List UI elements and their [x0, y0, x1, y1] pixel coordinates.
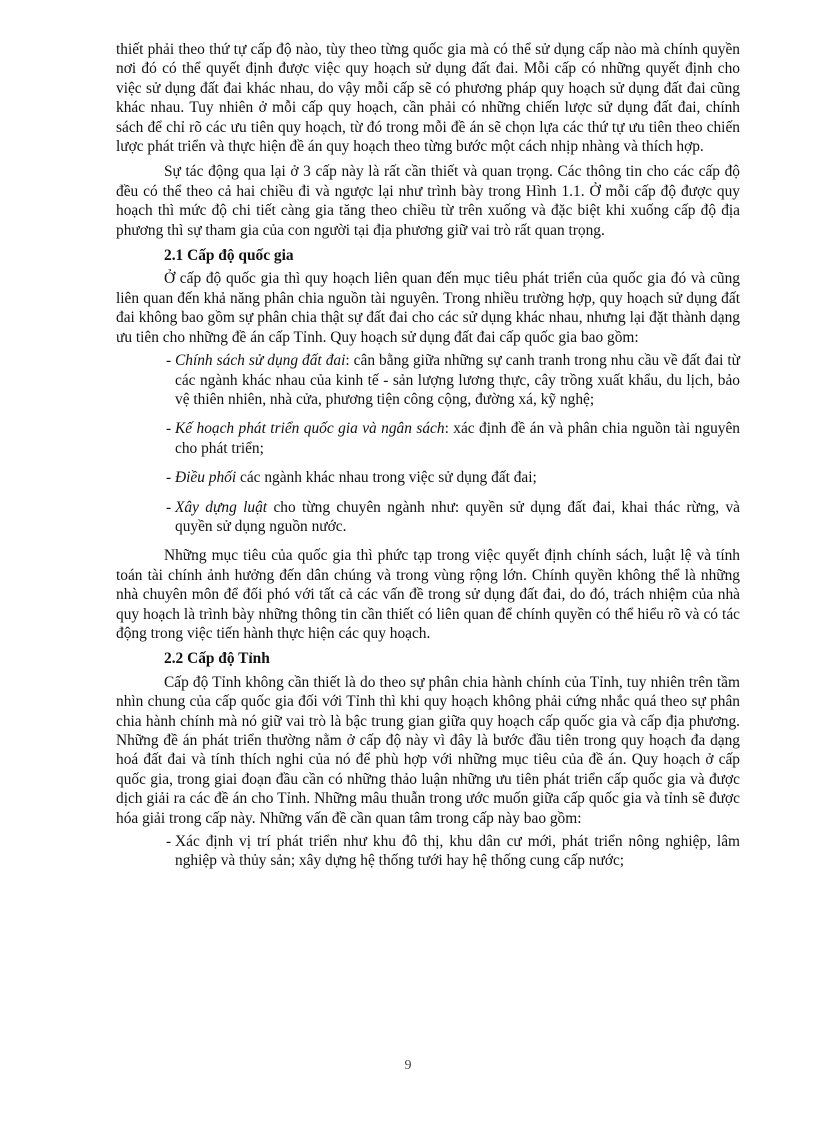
- list-item-term: Kế hoạch phát triển quốc gia và ngân sách: [175, 420, 445, 438]
- list-item-text: các ngành khác nhau trong việc sử dụng đất đai;: [236, 469, 537, 487]
- list-item: [116, 468, 740, 487]
- paragraph-national-goals: Những mục tiêu của quốc gia thì phức tạp trong việc quyết định chính sách, luật lệ và tính toán tài chính ảnh hưởng đến dân chúng và trong vùng rộng lớn. Chính quyền không thể là những nhà chuyên môn để đối phó với tất cả các vấn đề trong sử dụng đất đai, do đó, trách nhiệm của nhà quy hoạch là trình bày những thông tin cần thiết có liên quan để chính quyền có thể hiểu rõ và có tác động trong việc tiến hành thực hiện các quy hoạch.: [116, 547, 740, 642]
- list-item-text: cho từng chuyên ngành như: quyền sử dụng đất đai, khai thác rừng, và quyền sử dụng nguồn nước.: [175, 498, 740, 535]
- heading-national-level: 2.1 Cấp độ quốc gia: [164, 247, 294, 265]
- document-page: [116, 40, 740, 881]
- list-item: - Xác định vị trí phát triển như khu đô thị, khu dân cư mới, phát triển nông nghiệp, lâm nghiệp và thủy sản; xây dựng hệ thống tưới hay hệ thống cung cấp nước;: [116, 832, 740, 871]
- list-item: [116, 498, 740, 537]
- list-item: [116, 351, 740, 409]
- list-item-term: Chính sách sử dụng đất đai: [175, 352, 346, 370]
- list-item-term: Điều phối: [175, 469, 237, 487]
- heading-province-level: 2.2 Cấp độ Tỉnh: [164, 650, 270, 668]
- paragraph-national: Ở cấp độ quốc gia thì quy hoạch liên quan đến mục tiêu phát triển của quốc gia đó và cũng liên quan đến khả năng phân chia nguồn tài nguyên. Trong nhiều trường hợp, quy hoạch sử dụng đất đai không bao gồm sự phân chia thật sự đất đai cho các sử dụng khác nhau, nhưng lại đặt thành dạng ưu tiên cho những đề án cấp Tỉnh. Quy hoạch sử dụng đất đai cấp quốc gia bao gồm:: [116, 270, 740, 346]
- paragraph-province: Cấp độ Tỉnh không cần thiết là do theo sự phân chia hành chính của Tỉnh, tuy nhiên trên tầm nhìn chung của cấp quốc gia đối với Tỉnh thì khi quy hoạch không phải cứng nhắc quá theo sự phân chia hành chính mà nó giữ vai trò là bậc trung gian giữa quy hoạch cấp quốc gia và cấp địa phương. Những đề án phát triển thường nằm ở cấp độ này vì đây là bước đầu tiên trong quy hoạch đa dạng hoá đất đai và tính thích nghi của nó để phù hợp với những mục tiêu của đề án. Quy hoạch ở cấp quốc gia, trong giai đoạn đầu cần có những thảo luận những ưu tiên phát triển cấp quốc gia và được dịch giải ra các đề án cho Tỉnh. Những mâu thuẫn trong ước muốn giữa cấp quốc gia và tỉnh sẽ được hóa giải trong cấp này. Những vấn đề cần quan tâm trong cấp này bao gồm:: [116, 673, 740, 827]
- paragraph-interaction: Sự tác động qua lại ở 3 cấp này là rất cần thiết và quan trọng. Các thông tin cho các cấp độ đều có thể theo cả hai chiều đi và ngược lại như trình bày trong Hình 1.1. Ở mỗi cấp độ được quy hoạch thì mức độ chi tiết càng gia tăng theo chiều từ trên xuống và đặc biệt khi xuống cấp độ địa phương thì sự tham gia của con người tại địa phương giữ vai trò rất quan trọng.: [116, 163, 740, 239]
- page-number: 9: [404, 1058, 412, 1073]
- list-item-text: : cân bằng giữa những sự canh tranh trong nhu cầu về đất đai từ các ngành khác nhau của kinh tế - sản lượng lương thực, cây trồng xuất khẩu, du lịch, bảo vệ thiên nhiên, nhà cửa, phương tiện công cộng, đường xá, kỹ nghệ;: [175, 352, 741, 408]
- province-list: [116, 832, 740, 871]
- paragraph-intro: thiết phải theo thứ tự cấp độ nào, tùy theo từng quốc gia mà có thể sử dụng cấp nào mà chính quyền nơi đó có thể quyết định được việc quy hoạch sử dụng đất đai. Mỗi cấp có những quyết định cho việc sử dụng đất đai khác nhau, do vậy mỗi cấp sẽ có phương pháp quy hoạch sử dụng đất đai cũng khác nhau. Tuy nhiên ở mỗi cấp quy hoạch, cần phải có những chiến lược sử dụng đất đai, chính sách để chỉ rõ các ưu tiên quy hoạch, từ đó trong mỗi đề án sẽ chọn lựa các thứ tự ưu tiên theo chiến lược phát triển và thực hiện đề án quy hoạch theo từng bước một cách nhịp nhàng và thích hợp.: [116, 41, 740, 156]
- national-list: [116, 351, 740, 536]
- list-item-term: Xây dựng luật: [175, 498, 268, 516]
- list-item: [116, 419, 740, 458]
- list-item-text: : xác định đề án và phân chia nguồn tài nguyên cho phát triển;: [175, 420, 740, 457]
